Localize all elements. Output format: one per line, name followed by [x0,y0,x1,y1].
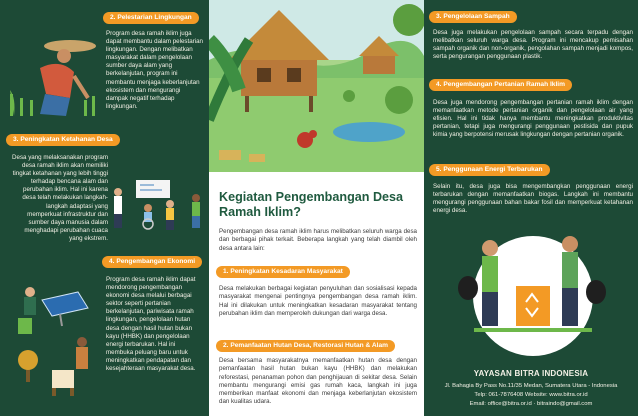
right-panel [424,0,638,416]
page-title: Kegiatan Pengembangan Desa Ramah Iklim? [219,190,404,219]
activity-3-badge: 3. Pengelolaan Sampah [429,11,517,23]
left-panel [0,0,209,416]
section-2-text: Program desa ramah iklim juga dapat membantu dalam pelestarian lingkungan. Dengan melibatkan masyarakat dalam pengelolaan sumber daya alam yang berkelanjutan, program ini membantu menjaga keberlanjutan ekosistem dan mengurangi dampak negatif terhadap lingkungan. [106,30,203,110]
activity-5-badge: 5. Penggunaan Energi Terbarukan [429,164,550,176]
activity-5-text: Selain itu, desa juga bisa mengembangkan penggunaan energi terbarukan dengan memanfaatkan biogas. Langkah ini membantu mengurangi penggunaan bahan bakar fosil dan memperkuat ketahanan energi desa. [433,183,633,215]
section-2-badge: 2. Pelestarian Lingkungan [103,12,199,24]
section-3-text: Desa yang melaksanakan program desa ramah iklim akan memiliki tingkat ketahanan yang lebih tinggi terhadap bencana alam dan perubahan iklim. Hal ini karena desa telah melakukan langkah-langkah adaptasi yang memperkuat infrastruktur dan sumber daya manusia dalam menghadapi perubahan cuaca yang ekstrem. [12,154,108,242]
activity-1-text: Desa melakukan berbagai kegiatan penyuluhan dan sosialisasi kepada masyarakat mengenai pentingnya pengembangan desa ramah iklim. Hal ini dilakukan untuk meningkatkan kesadaran masyarakat tentang perubahan iklim dan memperoleh dukungan dari warga desa. [219,285,417,317]
section-4-badge: 4. Pengembangan Ekonomi [102,256,202,268]
activity-2-badge: 2. Pemanfaatan Hutan Desa, Restorasi Hutan & Alam [216,340,395,352]
section-4-text: Program desa ramah iklim dapat mendorong pengembangan ekonomi desa melalui berbagai sektor seperti pertanian berkelanjutan, pariwisata ramah lingkungan, pengelolaan hutan desa dengan hasil hutan bukan kayu (HHBK) dan pengelolaan energi terbarukan. Hal ini membuka peluang baru untuk meningkatkan pendapatan dan kesejahteraan masyarakat desa. [106,276,196,373]
community-illustration [110,178,208,230]
activity-4-badge: 4. Pengembangan Pertanian Ramah Iklim [429,79,572,91]
recycling-illustration [442,228,624,358]
solar-panel-illustration [8,278,100,398]
middle-panel [209,0,424,416]
activity-4-text: Desa juga mendorong pengembangan pertanian ramah iklim dengan memanfaatkan metode pertanian organik dan pengelolaan air yang efisien. Hal ini tidak hanya membantu meningkatkan produktivitas pertanian, tetapi juga mengurangi penggunaan pestisida dan pupuk kimia yang berpotensi merusak lingkungan dengan pertanian organik. [433,99,633,139]
activity-2-text: Desa bersama masyarakatnya memanfaatkan hutan desa dengan pemanfaatan hasil hutan bukan kayu (HHBK) dan melakukan reforestasi, penanaman pohon dan penghijauan di sekitar desa. Selain membantu mengurangi emisi gas rumah kaca, langkah ini juga memberikan manfaat ekonomi dan menjaga keberlanjutan ekosistem dan kualitas udara. [219,357,417,406]
org-contact: Telp: 061-7876408 Website: www.bitra.or.id [474,392,588,398]
org-name: YAYASAN BITRA INDONESIA [473,369,589,378]
section-3-badge: 3. Peningkatan Ketahanan Desa [6,134,120,146]
org-address: Jl. Bahagia By Pass No.11/35 Medan, Sumatera Utara - Indonesia [444,383,618,389]
org-email: Email: office@bitra.or.id · bitraindo@gmail.com [469,401,593,407]
village-scene-illustration [209,0,424,172]
farmer-illustration [0,28,100,120]
activity-1-badge: 1. Peningkatan Kesadaran Masyarakat [216,266,350,278]
intro-text: Pengembangan desa ramah iklim harus melibatkan seluruh warga desa dan berbagai pihak terkait. Beberapa langkah yang telah diambil oleh desa antara lain: [219,228,417,252]
activity-3-text: Desa juga melakukan pengelolaan sampah secara terpadu dengan melibatkan seluruh warga desa. Program ini mencakup pemisahan sampah organik dan non-organik, pengolahan sampah menjadi kompos, serta pengurangan penggunaan plastik. [433,29,633,61]
